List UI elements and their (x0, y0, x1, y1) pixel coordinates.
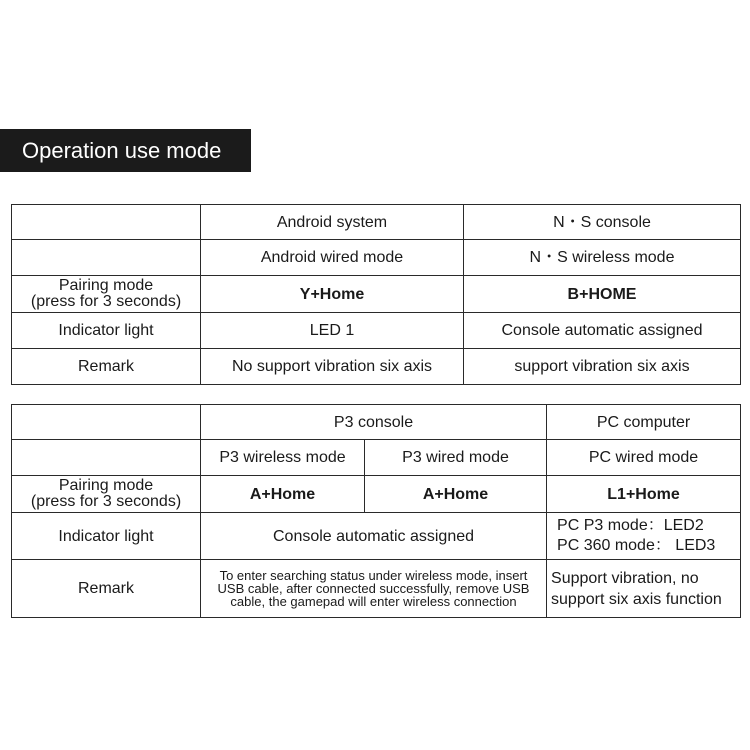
mode-pc-wired: PC wired mode (547, 440, 741, 476)
remark-p3-line2: USB cable, after connected successfully, remove USB (217, 581, 530, 596)
pairing-pc: L1+Home (547, 476, 741, 513)
pairing-mode-label (12, 276, 201, 313)
empty-cell (12, 440, 201, 476)
table-row (12, 205, 741, 240)
empty-cell (12, 205, 201, 240)
pairing-label-line2: (press for 3 seconds) (30, 493, 182, 510)
mode-p3-wireless: P3 wireless mode (201, 440, 365, 476)
indicator-android: LED 1 (201, 313, 464, 349)
system-p3-console: P3 console (201, 405, 547, 440)
mode-android-wired: Android wired mode (201, 240, 464, 276)
remark-p3 (201, 560, 547, 618)
remark-pc-line2: support six axis function (551, 590, 722, 608)
pairing-label-line1: Pairing mode (58, 277, 154, 294)
table-row (12, 240, 741, 276)
pairing-ns: B+HOME (464, 276, 741, 313)
system-ns-console: N・S console (464, 205, 741, 240)
table-row (12, 276, 741, 313)
system-pc-computer: PC computer (547, 405, 741, 440)
indicator-pc (547, 513, 741, 560)
empty-cell (12, 240, 201, 276)
pairing-label-line2: (press for 3 seconds) (30, 293, 182, 310)
table-row (12, 513, 741, 560)
mode-table-2 (11, 404, 741, 618)
table-row (12, 349, 741, 385)
remark-p3-line1: To enter searching status under wireless mode, insert (219, 568, 528, 583)
empty-cell (12, 405, 201, 440)
remark-ns: support vibration six axis (464, 349, 741, 385)
table-row (12, 560, 741, 618)
pairing-p3-wired: A+Home (365, 476, 547, 513)
remark-pc (547, 560, 741, 618)
pairing-mode-label (12, 476, 201, 513)
remark-label: Remark (12, 560, 201, 618)
pairing-p3-wireless: A+Home (201, 476, 365, 513)
table-row (12, 476, 741, 513)
indicator-p3: Console automatic assigned (201, 513, 547, 560)
system-android: Android system (201, 205, 464, 240)
mode-table-1 (11, 204, 741, 385)
pairing-label-line1: Pairing mode (58, 477, 154, 494)
remark-label: Remark (12, 349, 201, 385)
pairing-android: Y+Home (201, 276, 464, 313)
indicator-pc-line1: PC P3 mode：LED2 (557, 517, 704, 534)
indicator-light-label: Indicator light (12, 313, 201, 349)
section-title: Operation use mode (0, 129, 251, 172)
remark-p3-line3: cable, the gamepad will enter wireless connection (230, 594, 517, 609)
mode-p3-wired: P3 wired mode (365, 440, 547, 476)
mode-ns-wireless: N・S wireless mode (464, 240, 741, 276)
remark-android: No support vibration six axis (201, 349, 464, 385)
remark-pc-line1: Support vibration, no (551, 569, 699, 587)
table-row (12, 440, 741, 476)
table-row (12, 313, 741, 349)
indicator-ns: Console automatic assigned (464, 313, 741, 349)
indicator-light-label: Indicator light (12, 513, 201, 560)
indicator-pc-line2: PC 360 mode： LED3 (557, 537, 716, 554)
table-row (12, 405, 741, 440)
